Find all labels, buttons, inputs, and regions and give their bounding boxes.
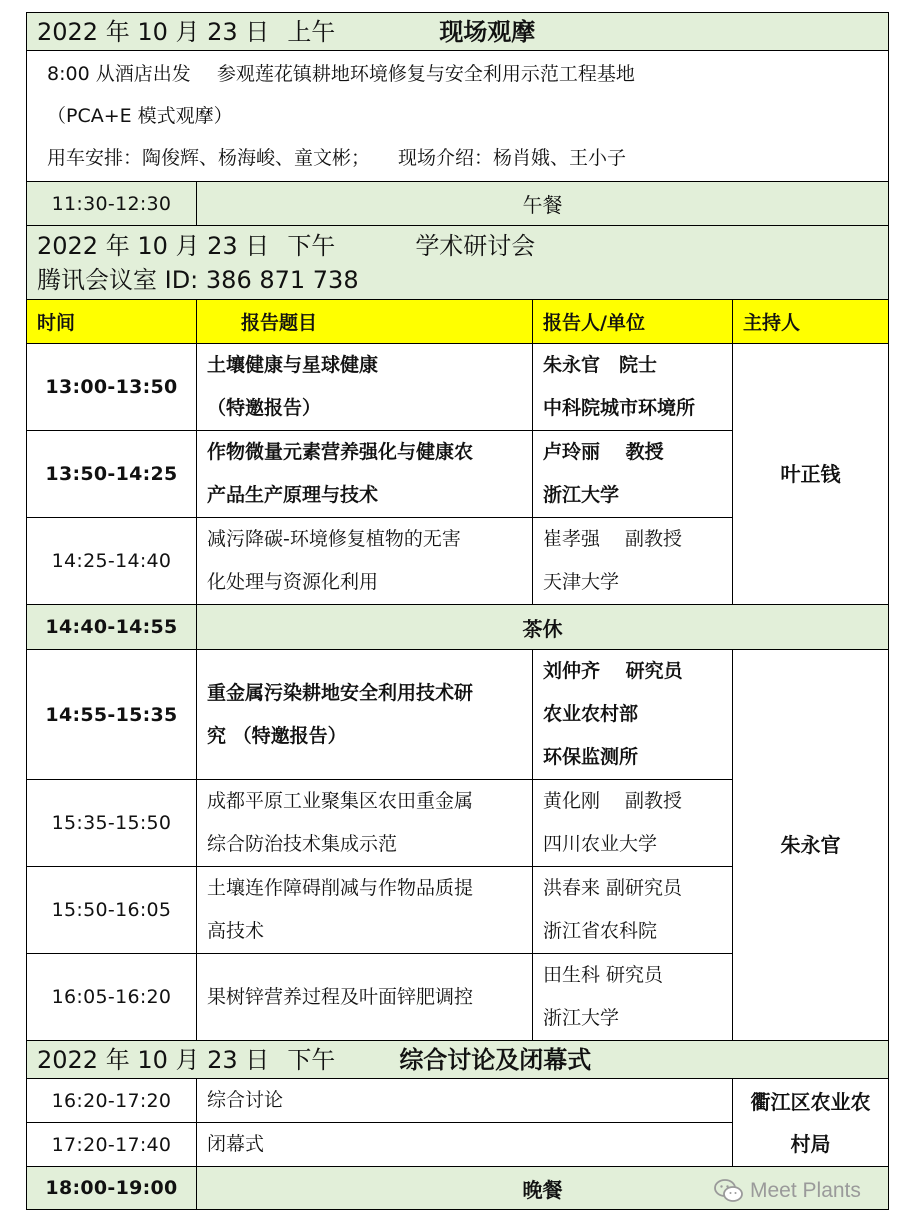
report-title-cont: 综合防治技术集成示范 bbox=[207, 833, 398, 855]
tea-label: 茶休 bbox=[197, 605, 889, 650]
report-title-cont: 究 （特邀报告） bbox=[207, 724, 347, 747]
closing-item: 综合讨论 bbox=[197, 1079, 733, 1123]
report-time: 15:35-15:50 bbox=[27, 780, 197, 867]
speaker-affiliation: 四川农业大学 bbox=[543, 833, 658, 855]
report-time: 14:25-14:40 bbox=[27, 518, 197, 605]
closing-title: 综合讨论及闭幕式 bbox=[399, 1045, 592, 1074]
report-time: 13:00-13:50 bbox=[27, 344, 197, 431]
morning-section-heading bbox=[27, 13, 889, 51]
report-title: 成都平原工业聚集区农田重金属 bbox=[207, 790, 474, 812]
lunch-label: 午餐 bbox=[197, 182, 889, 226]
speaker-affiliation: 浙江大学 bbox=[543, 1007, 620, 1029]
report-time: 16:05-16:20 bbox=[27, 954, 197, 1041]
report-time: 13:50-14:25 bbox=[27, 431, 197, 518]
morning-title: 现场观摩 bbox=[439, 17, 536, 46]
speaker-name: 崔孝强 副教授 bbox=[543, 528, 683, 550]
depart-time: 8:00 bbox=[47, 63, 90, 85]
closing-time: 16:20-17:20 bbox=[27, 1079, 197, 1123]
report-title-cont: （特邀报告） bbox=[207, 397, 322, 419]
speaker-name: 洪春来 副研究员 bbox=[543, 877, 683, 899]
dinner-label: 晚餐 bbox=[197, 1167, 889, 1210]
lunch-time: 11:30-12:30 bbox=[27, 182, 197, 226]
report-title: 重金属污染耕地安全利用技术研 bbox=[207, 681, 474, 704]
visit-mode: （PCA+E 模式观摩） bbox=[47, 105, 233, 127]
column-header-title: 报告题目 bbox=[197, 300, 533, 344]
closing-host: 衢江区农业农村局 bbox=[733, 1079, 889, 1167]
site-intro: 现场介绍：杨肖娥、王小子 bbox=[398, 147, 627, 169]
closing-date: 2022 年 10 月 23 日 bbox=[37, 1045, 270, 1074]
closing-time: 17:20-17:40 bbox=[27, 1123, 197, 1167]
session2-host: 朱永官 bbox=[733, 650, 889, 1041]
speaker-affiliation: 浙江省农科院 bbox=[543, 920, 658, 942]
wechat-icon bbox=[714, 1178, 744, 1204]
report-title-cont: 产品生产原理与技术 bbox=[207, 484, 379, 506]
report-title-cont: 化处理与资源化利用 bbox=[207, 571, 379, 593]
depart-text: 从酒店出发 bbox=[95, 63, 191, 85]
visit-text: 参观莲花镇耕地环境修复与安全利用示范工程基地 bbox=[216, 63, 635, 85]
session1-host: 叶正钱 bbox=[733, 344, 889, 605]
afternoon-section-heading bbox=[27, 226, 889, 300]
table-row bbox=[27, 344, 889, 431]
afternoon-title: 学术研讨会 bbox=[415, 231, 536, 260]
morning-date: 2022 年 10 月 23 日 bbox=[37, 17, 270, 46]
report-title: 土壤健康与星球健康 bbox=[207, 354, 379, 376]
tea-time: 14:40-14:55 bbox=[27, 605, 197, 650]
schedule-table bbox=[26, 12, 889, 1210]
speaker-name: 田生科 研究员 bbox=[543, 964, 664, 986]
dinner-time: 18:00-19:00 bbox=[27, 1167, 197, 1210]
speaker-affiliation: 中科院城市环境所 bbox=[543, 397, 696, 419]
closing-period: 下午 bbox=[287, 1045, 336, 1074]
afternoon-period: 下午 bbox=[287, 231, 336, 260]
column-header-speaker: 报告人/单位 bbox=[533, 300, 733, 344]
closing-item: 闭幕式 bbox=[197, 1123, 733, 1167]
speaker-affiliation: 农业农村部 bbox=[543, 703, 639, 725]
report-title-cont: 高技术 bbox=[207, 920, 265, 942]
closing-section-heading bbox=[27, 1041, 889, 1079]
speaker-affiliation: 浙江大学 bbox=[543, 484, 620, 506]
speaker-name: 卢玲丽 教授 bbox=[543, 441, 664, 463]
table-row bbox=[27, 650, 889, 780]
report-title: 土壤连作障碍削减与作物品质提 bbox=[207, 877, 474, 899]
meeting-id: 腾讯会议室 ID: 386 871 738 bbox=[37, 265, 359, 294]
column-header-time: 时间 bbox=[27, 300, 197, 344]
report-title: 减污降碳-环境修复植物的无害 bbox=[207, 528, 461, 550]
morning-details bbox=[27, 51, 889, 182]
speaker-name: 朱永官 院士 bbox=[543, 354, 658, 376]
report-time: 14:55-15:35 bbox=[27, 650, 197, 780]
table-row bbox=[27, 1079, 889, 1123]
speaker-name: 黄化刚 副教授 bbox=[543, 790, 683, 812]
afternoon-date: 2022 年 10 月 23 日 bbox=[37, 231, 270, 260]
report-time: 15:50-16:05 bbox=[27, 867, 197, 954]
speaker-affiliation: 天津大学 bbox=[543, 571, 620, 593]
report-title: 作物微量元素营养强化与健康农 bbox=[207, 441, 474, 463]
watermark-text: Meet Plants bbox=[750, 1179, 861, 1202]
report-title: 果树锌营养过程及叶面锌肥调控 bbox=[207, 985, 474, 1008]
watermark bbox=[714, 1176, 861, 1206]
column-header-host: 主持人 bbox=[733, 300, 889, 344]
speaker-name: 刘仲齐 研究员 bbox=[543, 660, 683, 682]
morning-period: 上午 bbox=[287, 17, 336, 46]
car-arrangement: 用车安排：陶俊辉、杨海峻、童文彬； bbox=[47, 147, 371, 169]
speaker-affiliation-cont: 环保监测所 bbox=[543, 746, 639, 768]
